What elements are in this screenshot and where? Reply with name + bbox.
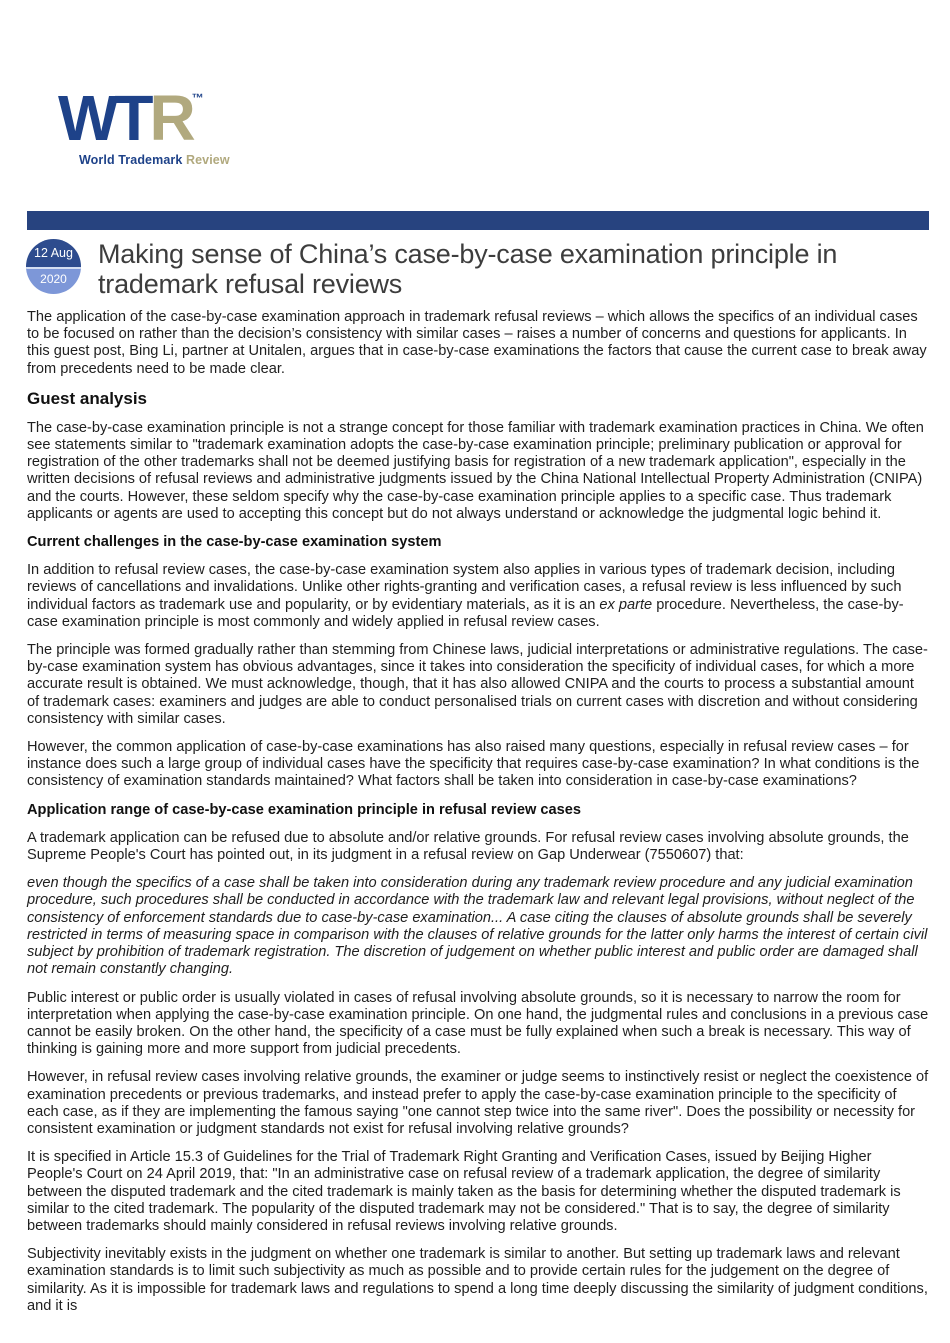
paragraph-guest-analysis: The case-by-case examination principle is not a strange concept for those familiar with trademark examination practices in China. We often see statements similar to "trademark examination adopts the case-by-case examination principle; preliminary publication or approval for registration of the other trademarks shall not be deemed justifying basis for registration of a new trademark application", especially in the written decisions of refusal reviews and administrative judgments issued by the China National Intellectual Property Administration (CNIPA) and the courts. However, these seldom specify why the case-by-case examination principle applies to a specific case. Thus trademark applicants or agents are used to accepting this concept but do not always understand or acknowledge the judgmental logic behind it.	[27, 419, 924, 522]
logo-letter-r: R	[149, 82, 192, 154]
date-badge-year: 2020	[26, 269, 81, 294]
logo-letters	[58, 82, 230, 154]
trademark-symbol-icon: ™	[191, 91, 204, 105]
paragraph-article-15-3: It is specified in Article 15.3 of Guidelines for the Trial of Trademark Right Granting and Verification Cases, issued by Beijing Higher People's Court on 24 April 2019, that: "In an administrative case on refusal review of a trademark application, the degree of similarity between the disputed trademark and the cited trademark is mainly taken as the basis for determining whether the disputed trademark is similar to the cited trademark. The popularity of the disputed trademark may not be considered." That is to say, the degree of similarity between trademarks should mainly considered in refusal reviews involving relative grounds.	[27, 1149, 901, 1234]
logo-tagline-world-trademark: World Trademark	[79, 153, 183, 167]
subheading-application-range: Application range of case-by-case examination principle in refusal review cases	[27, 801, 581, 818]
article-body	[27, 309, 929, 1326]
wtr-logo	[58, 82, 230, 167]
paragraph-challenges-text: In addition to refusal review cases, the case-by-case examination system also applies in various types of trademark decision, including reviews of cancellations and invalidations. Unlike other rights-granting and verification cases, a refusal review is less influenced by such individual factors as trademark use and popularity, or by evidentiary materials, as it is an	[27, 562, 902, 613]
date-badge-day-month: 12 Aug	[26, 239, 81, 269]
paragraph-challenges-text-cont: procedure. Nevertheless, the case-by-case examination principle is most commonly and widely applied in refusal review cases.	[27, 596, 904, 630]
intro-paragraph: The application of the case-by-case examination approach in trademark refusal reviews – which allows the specifics of an individual cases to be focused on rather than the decision’s consistency with similar cases – raises a number of concerns and questions for applicants. In this guest post, Bing Li, partner at Unitalen, argues that in case-by-case examinations the factors that cause the current case to break away from precedents need to be made clear.	[27, 309, 927, 377]
paragraph-questions-raised: However, the common application of case-by-case examinations has also raised many questions, especially in refusal review cases – for instance does such a large group of individual cases have the specificity that requires case-by-case examination? In what conditions is the consistency of examination standards maintained? What factors shall be taken into consideration in case-by-case examinations?	[27, 739, 920, 790]
article-header	[26, 239, 929, 299]
heading-guest-analysis: Guest analysis	[27, 388, 148, 408]
page-title: Making sense of China’s case-by-case examination principle in trademark refusal reviews	[98, 239, 838, 299]
court-judgment-quote: even though the specifics of a case shall be taken into consideration during any trademark review procedure and any judicial examination procedure, such procedures shall be conducted in accordance with the trademark law and relevant legal provisions, without neglect of the consistency of enforcement standards due to case-by-case examination... A case citing the clauses of absolute grounds shall be severely restricted in terms of measuring space in comparison with the clauses of relative grounds for the latter only harms the interest of certain civil subject by prohibition of trademark registration. The discretion of judgement on whether public interest and public order are damaged shall not remain constantly changing.	[27, 875, 928, 978]
divider-bar	[27, 211, 929, 230]
paragraph-subjectivity: Subjectivity inevitably exists in the judgment on whether one trademark is similar to another. But setting up trademark laws and relevant examination standards is to limit such subjectivity as much as possible and to provide certain rules for the judgement on the degree of similarity. As it is impossible for trademark laws and regulations to spend a long time deeply discussing the similarity of judgment conditions, and it is	[27, 1246, 928, 1314]
logo-tagline-review: Review	[185, 153, 230, 167]
logo-letters-wt: WT	[58, 82, 150, 154]
paragraph-challenges	[27, 562, 929, 631]
latin-term-ex-parte: ex parte	[599, 596, 653, 613]
paragraph-refusal-grounds: A trademark application can be refused due to absolute and/or relative grounds. For refusal review cases involving absolute grounds, the Supreme People's Court has pointed out, in its judgment in a refusal review on Gap Underwear (7550607) that:	[27, 829, 909, 864]
paragraph-principle-formed: The principle was formed gradually rather than stemming from Chinese laws, judicial interpretations or administrative regulations. The case-by-case examination system has obvious advantages, since it takes into consideration the specificity of individual cases, for which a more accurate result is obtained. We must acknowledge, though, that it has also allowed CNIPA and the courts to process a substantial amount of trademark cases: examiners and judges are able to conduct personalised trials on current cases with discretion and without considering consistency with similar cases.	[27, 642, 928, 727]
paragraph-relative-grounds: However, in refusal review cases involving relative grounds, the examiner or judge seems to instinctively resist or neglect the coexistence of examination precedents or previous trademarks, and instead prefer to apply the case-by-case examination principle to the specificity of each case, as if they are implementing the famous saying "one cannot step twice into the same river". Does the possibility or necessity for consistent examination or judgment standards not exist for refusal involving relative grounds?	[27, 1069, 929, 1137]
paragraph-public-interest: Public interest or public order is usually violated in cases of refusal involving absolute grounds, so it is necessary to narrow the room for interpretation when applying the case-by-case examination principle. On one hand, the judgmental rules and conclusions in a previous case cannot be easily broken. On the other hand, the specificity of a case must be fully explained when such a break is necessary. This way of thinking is gaining more and more support from judicial precedents.	[27, 989, 929, 1058]
subheading-current-challenges: Current challenges in the case-by-case examination system	[27, 534, 442, 551]
date-badge	[26, 239, 81, 294]
logo-tagline	[58, 153, 230, 167]
